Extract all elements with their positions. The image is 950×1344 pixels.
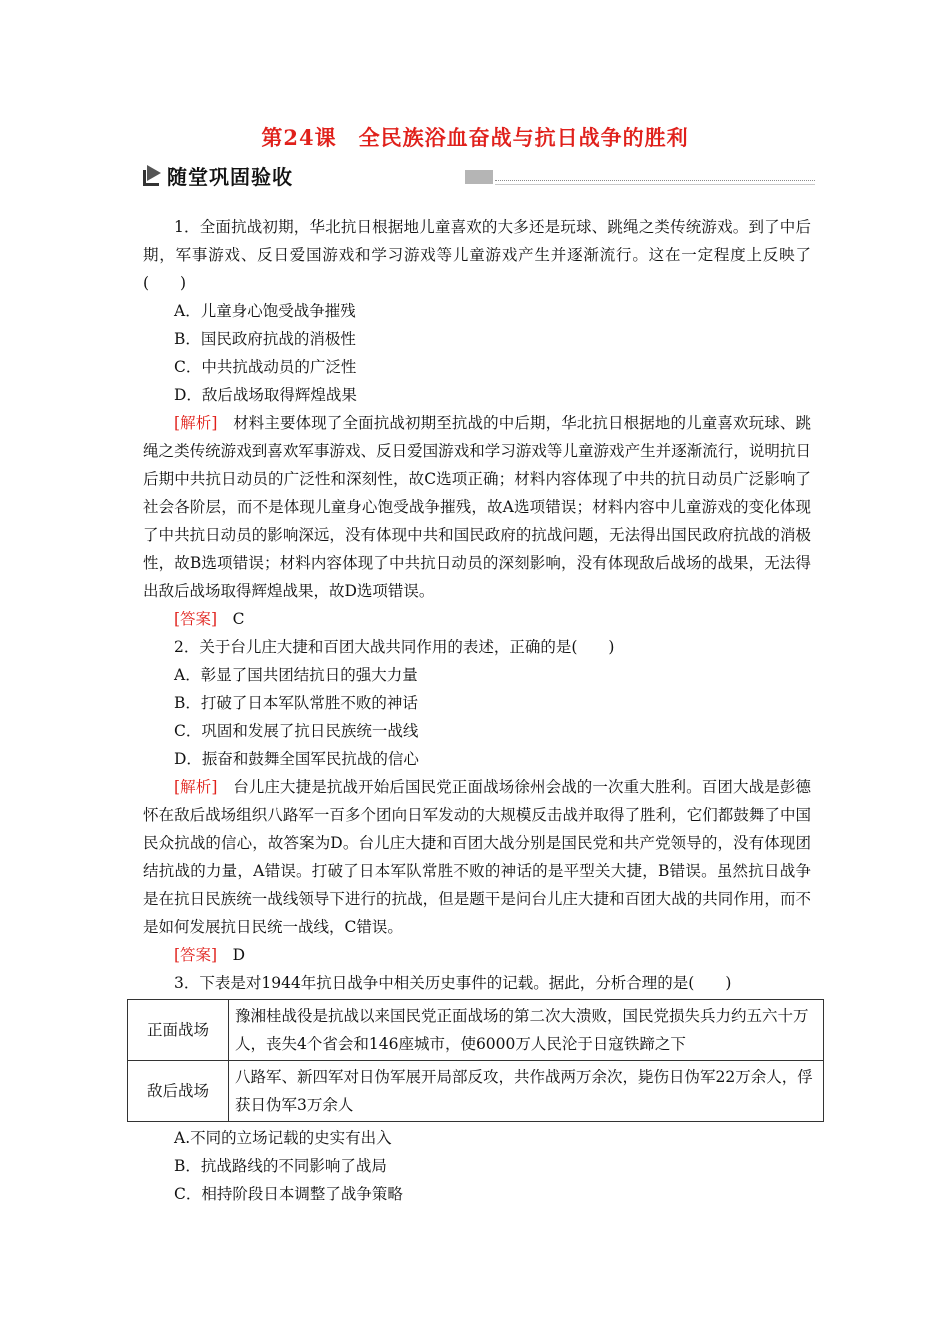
answer-tag: [答案] bbox=[174, 946, 218, 964]
question-content bbox=[143, 213, 811, 1208]
table-row-text: 八路军、新四军对日伪军展开局部反攻，共作战两万余次，毙伤日伪军22万余人，俘获日伪军3万余人 bbox=[229, 1061, 824, 1122]
question-2-analysis bbox=[143, 773, 811, 941]
analysis-tag: [解析] bbox=[174, 414, 218, 432]
question-1-option-b: B．国民政府抗战的消极性 bbox=[174, 330, 356, 348]
table-row-text: 豫湘桂战役是抗战以来国民党正面战场的第二次大溃败，国民党损失兵力约五六十万人，丧失4个省会和146座城市，使6000万人民沦于日寇铁蹄之下 bbox=[229, 1000, 824, 1061]
answer-text: D bbox=[217, 946, 246, 964]
answer-text: C bbox=[217, 610, 245, 628]
question-2-option-a: A．彰显了国共团结抗日的强大力量 bbox=[174, 666, 418, 684]
question-3-option-c: C．相持阶段日本调整了战争策略 bbox=[174, 1185, 403, 1203]
table-row-header: 敌后战场 bbox=[128, 1061, 229, 1122]
question-3-option-a: A.不同的立场记载的史实有出入 bbox=[174, 1129, 392, 1147]
table-row bbox=[128, 1061, 824, 1122]
question-2-stem: 2．关于台儿庄大捷和百团大战共同作用的表述，正确的是( ) bbox=[174, 638, 615, 656]
question-1-stem: 1．全面抗战初期，华北抗日根据地儿童喜欢的大多还是玩球、跳绳之类传统游戏。到了中后期，军事游戏、反日爱国游戏和学习游戏等儿童游戏产生并逐渐流行。这在一定程度上反映了( ) bbox=[143, 218, 811, 292]
question-2-option-c: C．巩固和发展了抗日民族统一战线 bbox=[174, 722, 419, 740]
analysis-text: 材料主要体现了全面抗战初期至抗战的中后期，华北抗日根据地的儿童喜欢玩球、跳绳之类传统游戏到喜欢军事游戏、反日爱国游戏和学习游戏等儿童游戏产生并逐渐流行，说明抗日后期中共抗日动员的广泛性和深刻性，故C选项正确；材料内容体现了中共的抗日动员广泛影响了社会各阶层，而不是体现儿童身心饱受战争摧残，故A选项错误；材料内容中儿童游戏的变化体现了中共抗日动员的影响深远，没有体现中共和国民政府的抗战问题，无法得出国民政府抗战的消极性，故B选项错误；材料内容体现了中共抗日动员的深刻影响，没有体现敌后战场的战果，无法得出敌后战场取得辉煌战果，故D选项错误。 bbox=[143, 414, 811, 600]
page-title: 第24课 全民族浴血奋战与抗日战争的胜利 bbox=[261, 125, 689, 150]
section-title: 随堂巩固验收 bbox=[167, 165, 293, 189]
question-1-option-d: D．敌后战场取得辉煌战果 bbox=[174, 386, 357, 404]
question-2-option-b: B．打破了日本军队常胜不败的神话 bbox=[174, 694, 418, 712]
answer-tag: [答案] bbox=[174, 610, 218, 628]
analysis-tag: [解析] bbox=[174, 778, 218, 796]
analysis-text: 台儿庄大捷是抗战开始后国民党正面战场徐州会战的一次重大胜利。百团大战是彭德怀在敌后战场组织八路军一百多个团向日军发动的大规模反击战并取得了胜利，它们都鼓舞了中国民众抗战的信心，故答案为D。台儿庄大捷和百团大战分别是国民党和共产党领导的，没有体现团结抗战的力量，A错误。打破了日本军队常胜不败的神话的是平型关大捷，B错误。虽然抗日战争是在抗日民族统一战线领导下进行的抗战，但是题干是问台儿庄大捷和百团大战的共同作用，而不是如何发展抗日民统一战线，C错误。 bbox=[143, 778, 811, 936]
question-3-stem: 3．下表是对1944年抗日战争中相关历史事件的记载。据此，分析合理的是( ) bbox=[174, 974, 732, 992]
play-arrow-icon bbox=[143, 164, 163, 186]
question-1-option-c: C．中共抗战动员的广泛性 bbox=[174, 358, 357, 376]
section-divider-line bbox=[495, 184, 815, 185]
section-divider bbox=[495, 180, 815, 181]
question-1-analysis bbox=[143, 409, 811, 605]
question-1-option-a: A．儿童身心饱受战争摧残 bbox=[174, 302, 356, 320]
events-table bbox=[127, 999, 824, 1122]
section-header bbox=[143, 160, 815, 190]
question-1-answer bbox=[143, 605, 811, 633]
question-2-answer bbox=[143, 941, 811, 969]
table-row bbox=[128, 1000, 824, 1061]
section-decoration bbox=[465, 170, 493, 184]
question-3-option-b: B．抗战路线的不同影响了战局 bbox=[174, 1157, 387, 1175]
question-2-option-d: D．振奋和鼓舞全国军民抗战的信心 bbox=[174, 750, 419, 768]
table-row-header: 正面战场 bbox=[128, 1000, 229, 1061]
